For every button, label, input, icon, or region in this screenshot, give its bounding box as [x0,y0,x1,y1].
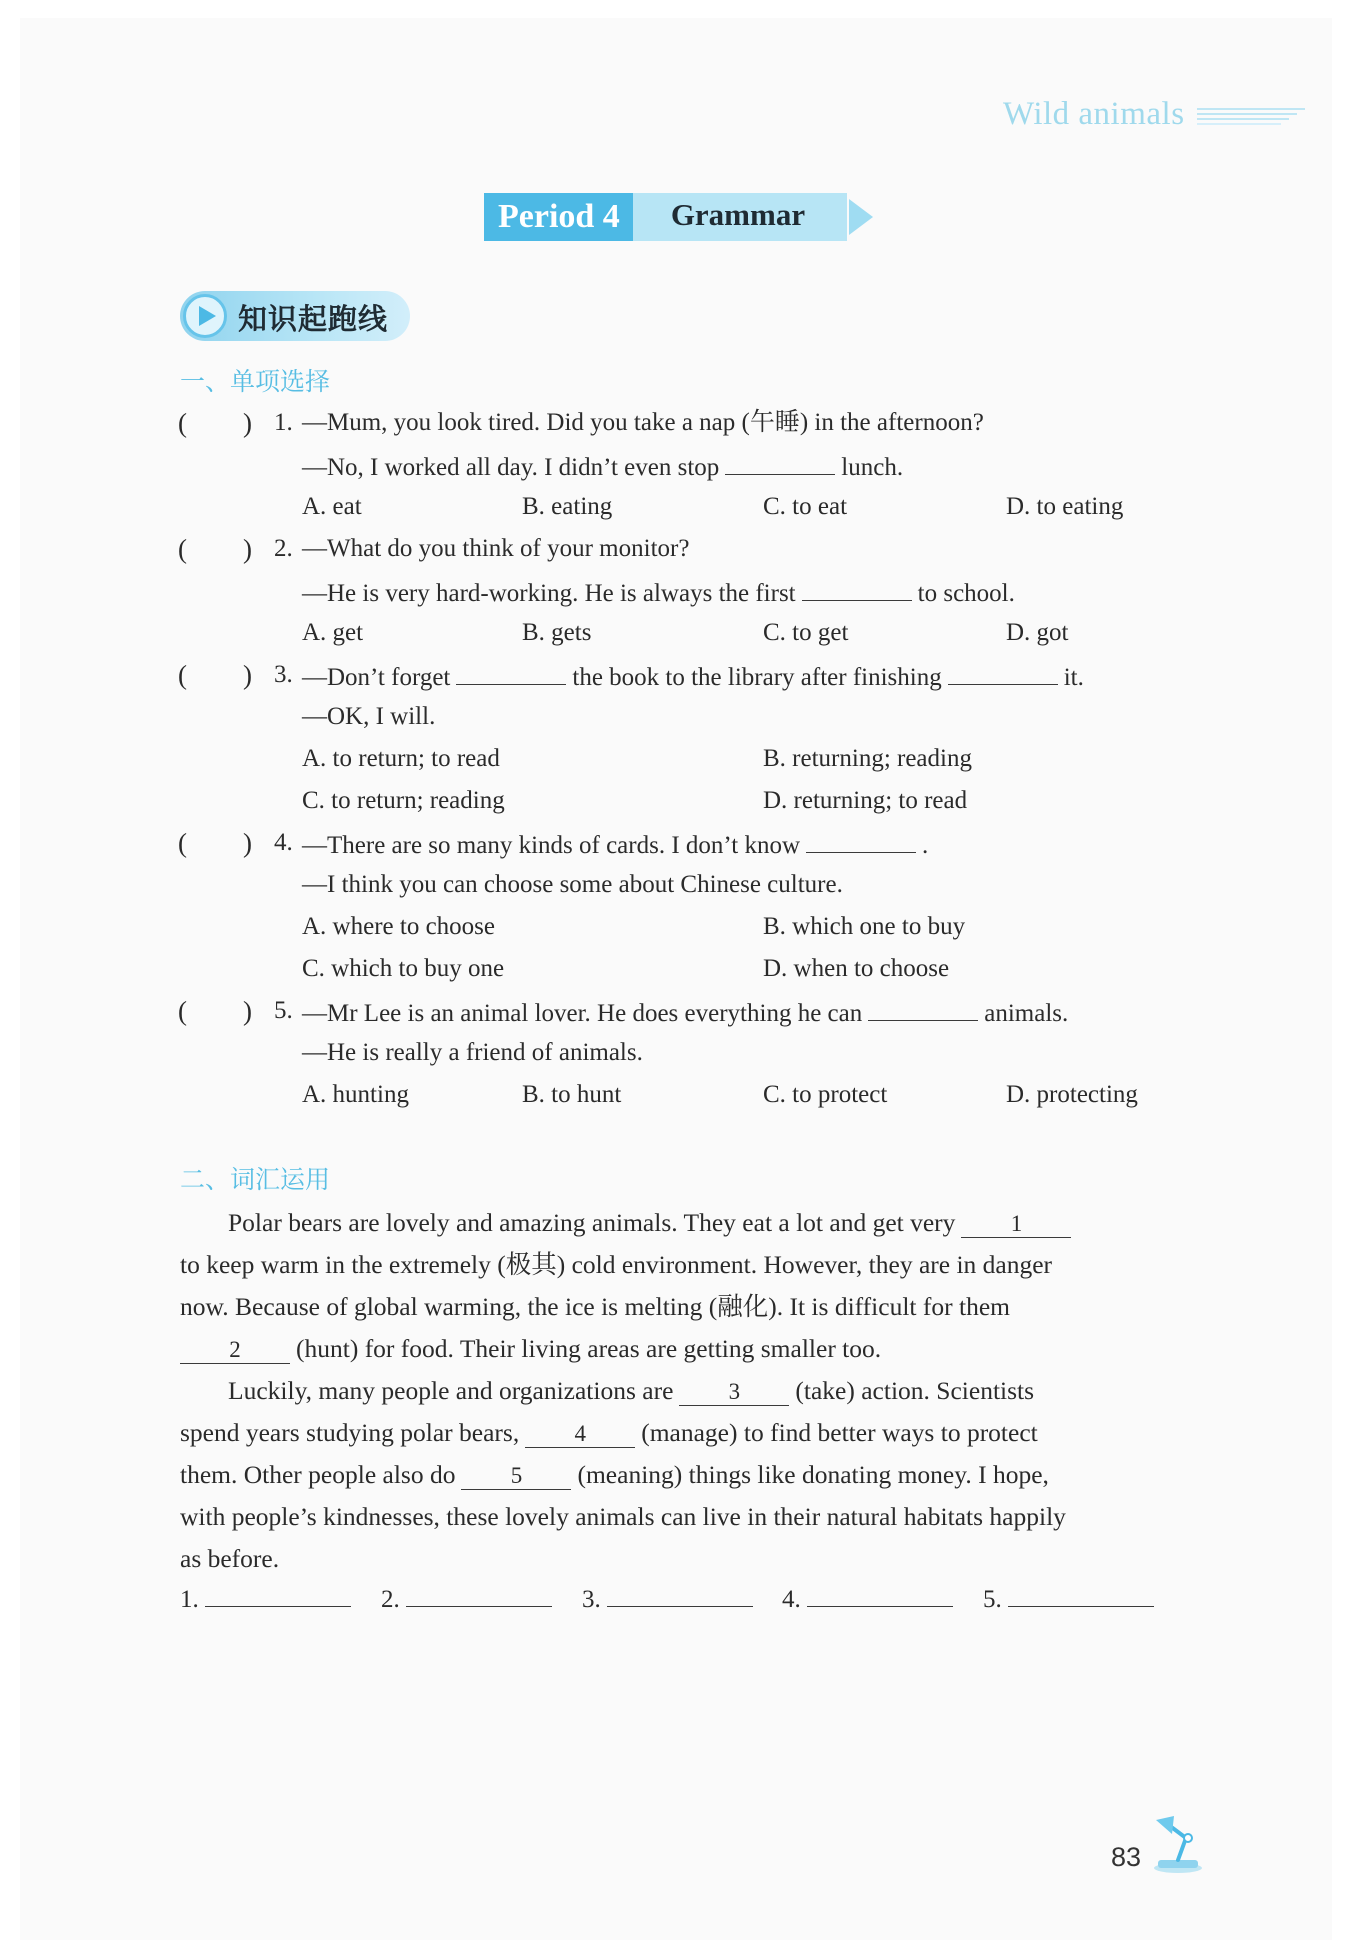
option-a: A. get [302,619,364,646]
answer-slot: 3. [582,1580,753,1617]
answer-paren-open: ( [178,996,187,1026]
answer-blank[interactable]: 2 [180,1337,290,1364]
answer-blank[interactable] [802,574,912,601]
lamp-mascot-icon [1148,1812,1206,1874]
option-b: B. gets [522,619,592,646]
passage-line: Polar bears are lovely and amazing animals. They eat a lot and get very 1 [228,1202,1238,1244]
answer-blank[interactable]: 3 [679,1379,789,1406]
passage-line: as before. [180,1544,280,1573]
question-number: 1. [274,409,293,436]
option-b: B. which one to buy [763,913,966,940]
question-line: —He is very hard-working. He is always the first to school. [302,574,1015,611]
question-number: 2. [274,535,293,562]
option-c: C. to return; reading [302,787,505,814]
answer-blank[interactable] [456,658,566,685]
option-a: A. eat [302,493,362,520]
option-a: A. hunting [302,1081,409,1108]
question-line: —Mum, you look tired. Did you take a nap (午睡) in the afternoon? [302,409,984,436]
answer-blank[interactable] [868,994,978,1021]
answer-paren-close: ) [243,660,252,690]
answer-paren-close: ) [243,996,252,1026]
answer-line[interactable] [607,1580,753,1607]
option-b: B. returning; reading [763,745,972,772]
passage-line: spend years studying polar bears, 4 (manage) to find better ways to protect [180,1418,1038,1447]
passage-line: to keep warm in the extremely (极其) cold environment. However, they are in danger [180,1250,1053,1279]
option-c: C. which to buy one [302,955,505,982]
answer-blank[interactable] [725,448,835,475]
option-a: A. where to choose [302,913,495,940]
question-line: —He is really a friend of animals. [302,1039,643,1066]
play-icon [193,303,219,329]
answer-line[interactable] [406,1580,552,1607]
passage-line: now. Because of global warming, the ice is melting (融化). It is difficult for them [180,1292,1010,1321]
option-d: D. when to choose [763,955,950,982]
section-badge [180,291,410,341]
period-label: Period 4 [484,193,633,241]
option-b: B. to hunt [522,1081,622,1108]
topic-label: Grammar [633,193,847,241]
question-number: 4. [274,829,293,856]
question-line: —Mr Lee is an animal lover. He does everything he can animals. [302,994,1068,1031]
answer-slot: 5. [983,1580,1154,1617]
answer-slot: 2. [381,1580,552,1617]
running-header-text: Wild animals [1003,95,1185,132]
option-c: C. to get [763,619,849,646]
answer-paren-close: ) [243,534,252,564]
question-line: —OK, I will. [302,703,436,730]
answer-paren-open: ( [178,660,187,690]
answer-paren-open: ( [178,534,187,564]
section1-title: 一、单项选择 [180,367,331,396]
answer-slot: 4. [782,1580,953,1617]
option-c: C. to eat [763,493,848,520]
answer-line[interactable] [205,1580,351,1607]
answer-paren-close: ) [243,828,252,858]
answer-blank[interactable]: 1 [961,1211,1071,1238]
option-b: B. eating [522,493,613,520]
option-a: A. to return; to read [302,745,500,772]
question-line: —Don’t forget the book to the library after finishing it. [302,658,1084,695]
answer-blank[interactable] [948,658,1058,685]
passage-line: them. Other people also do 5 (meaning) things like donating money. I hope, [180,1460,1049,1489]
answer-line[interactable] [1008,1580,1154,1607]
question-number: 5. [274,997,293,1024]
answer-line[interactable] [807,1580,953,1607]
section2-title: 二、词汇运用 [180,1165,331,1194]
passage-line: 2 (hunt) for food. Their living areas are getting smaller too. [180,1328,1190,1370]
passage-line: Luckily, many people and organizations are 3 (take) action. Scientists [228,1376,1035,1405]
answer-paren-open: ( [178,408,187,438]
answer-slot: 1. [180,1580,351,1617]
question-line: —No, I worked all day. I didn’t even stop lunch. [302,448,903,485]
section-badge-label: 知识起跑线 [238,302,389,336]
period-banner [484,193,875,241]
question-line: —I think you can choose some about Chinese culture. [302,871,843,898]
option-c: C. to protect [763,1081,888,1108]
answer-paren-open: ( [178,828,187,858]
question-line: —There are so many kinds of cards. I don’t know . [302,826,928,863]
question-number: 3. [274,661,293,688]
page-number: 83 [1111,1842,1142,1872]
answer-paren-close: ) [243,408,252,438]
option-d: D. got [1006,619,1069,646]
banner-arrow-icon [847,193,875,241]
answer-blank[interactable]: 5 [461,1463,571,1490]
answer-blank[interactable]: 4 [525,1421,635,1448]
passage-line: with people’s kindnesses, these lovely animals can live in their natural habitats happily [180,1502,1066,1531]
option-d: D. to eating [1006,493,1124,520]
option-d: D. returning; to read [763,787,968,814]
header-stripes-decoration [1197,106,1305,126]
answer-blank[interactable] [806,826,916,853]
question-line: —What do you think of your monitor? [302,535,690,562]
option-d: D. protecting [1006,1081,1138,1108]
running-header [1003,94,1305,134]
